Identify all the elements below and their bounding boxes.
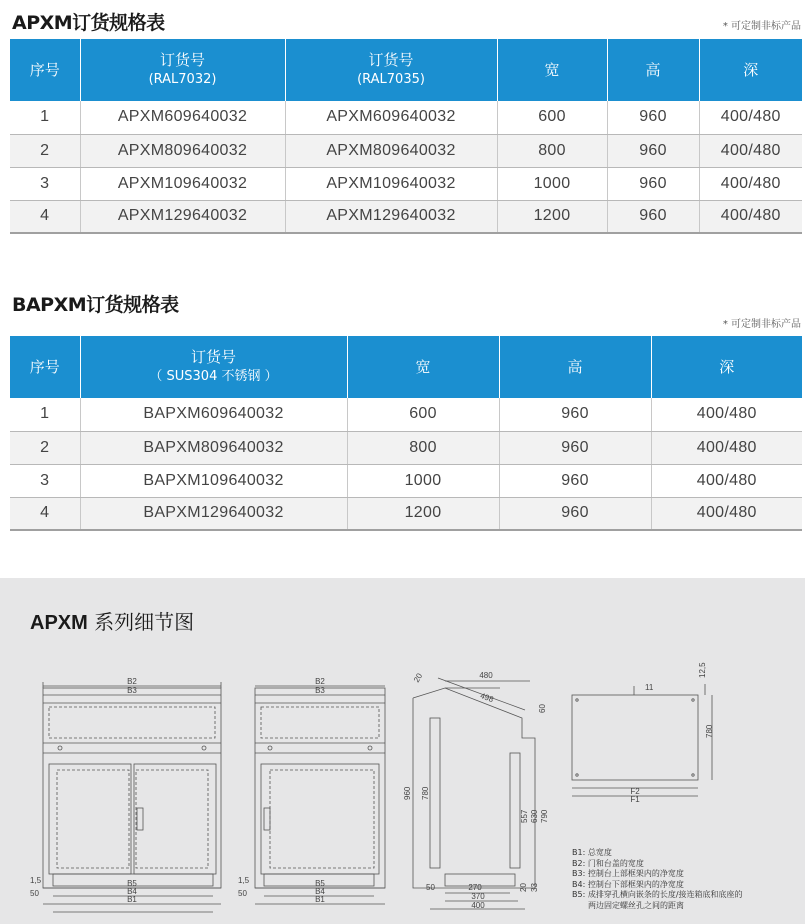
svg-text:960: 960 — [403, 786, 412, 800]
cell-order-no: BAPXM109640032 — [80, 464, 347, 497]
cell-width: 600 — [497, 101, 607, 134]
svg-text:498: 498 — [479, 691, 495, 705]
header-depth: 深 — [699, 39, 802, 101]
cell-order-no-7032: APXM129640032 — [80, 200, 285, 233]
svg-text:B2: B2 — [315, 677, 325, 686]
table2-title: BAPXM订货规格表 — [12, 294, 179, 316]
table1-title: APXM订货规格表 — [12, 12, 165, 34]
cell-width: 800 — [497, 134, 607, 167]
cell-height: 960 — [499, 431, 651, 464]
table2-note: * 可定制非标产品 — [722, 319, 801, 330]
svg-text:B3: B3 — [127, 686, 137, 695]
cell-width: 600 — [347, 398, 499, 431]
table-row — [10, 398, 802, 431]
svg-text:50: 50 — [30, 889, 39, 898]
svg-text:B5: B5 — [127, 879, 137, 888]
svg-text:1,5: 1,5 — [30, 876, 42, 885]
svg-text:33: 33 — [530, 883, 539, 892]
svg-text:50: 50 — [426, 883, 435, 892]
svg-text:B2: B2 — [127, 677, 137, 686]
cell-height: 960 — [607, 101, 699, 134]
cell-order-no-7032: APXM809640032 — [80, 134, 285, 167]
cell-height: 960 — [499, 497, 651, 530]
svg-text:12,5: 12,5 — [698, 662, 707, 678]
header-width: 宽 — [497, 39, 607, 101]
front-view-double-door — [43, 682, 221, 912]
apxm-spec-table — [10, 39, 802, 234]
cell-depth: 400/480 — [699, 200, 802, 233]
header-height: 高 — [499, 336, 651, 398]
legend-item: B1: 总宽度 — [572, 848, 612, 857]
svg-text:B3: B3 — [315, 686, 325, 695]
table-row — [10, 464, 802, 497]
cell-depth: 400/480 — [699, 134, 802, 167]
table-row — [10, 200, 802, 233]
svg-text:480: 480 — [479, 671, 493, 680]
bapxm-spec-table — [10, 336, 802, 531]
cell-index: 1 — [10, 101, 80, 134]
cell-height: 960 — [499, 464, 651, 497]
table-header-row — [10, 39, 802, 101]
cell-index: 4 — [10, 497, 80, 530]
detail-drawings-panel — [0, 578, 805, 924]
svg-text:630: 630 — [530, 809, 539, 823]
cell-order-no: BAPXM609640032 — [80, 398, 347, 431]
legend-item: B4: 控制台下部框架内的净宽度 — [572, 879, 684, 889]
svg-text:B4: B4 — [315, 887, 325, 896]
cutout-plan — [572, 684, 712, 796]
cell-width: 1000 — [347, 464, 499, 497]
svg-text:270: 270 — [468, 883, 482, 892]
svg-text:780: 780 — [421, 786, 430, 800]
table-row — [10, 431, 802, 464]
cell-order-no-7035: APXM109640032 — [285, 167, 497, 200]
header-order-no-sus304: 订货号 （ SUS304 不锈钢 ） — [80, 336, 347, 398]
svg-text:557: 557 — [520, 809, 529, 823]
cell-width: 1200 — [497, 200, 607, 233]
svg-text:B1: B1 — [127, 895, 137, 904]
cell-order-no: BAPXM129640032 — [80, 497, 347, 530]
legend-item: B2: 门和台盖的宽度 — [572, 858, 644, 868]
svg-text:11: 11 — [645, 683, 654, 692]
svg-text:B5: B5 — [315, 879, 325, 888]
cell-depth: 400/480 — [651, 398, 802, 431]
table-row — [10, 167, 802, 200]
header-order-no-7035: 订货号 (RAL7035) — [285, 39, 497, 101]
header-depth: 深 — [651, 336, 802, 398]
cell-index: 4 — [10, 200, 80, 233]
header-height: 高 — [607, 39, 699, 101]
table-row — [10, 497, 802, 530]
cell-index: 3 — [10, 464, 80, 497]
cell-index: 2 — [10, 134, 80, 167]
header-width: 宽 — [347, 336, 499, 398]
cell-order-no-7035: APXM129640032 — [285, 200, 497, 233]
cell-depth: 400/480 — [651, 497, 802, 530]
front-view-single-door — [255, 686, 385, 904]
svg-text:F2: F2 — [630, 787, 640, 796]
cell-index: 1 — [10, 398, 80, 431]
svg-text:B4: B4 — [127, 887, 137, 896]
svg-text:370: 370 — [471, 892, 485, 901]
detail-title: APXM 系列细节图 — [30, 610, 195, 634]
dimension-legend — [572, 848, 743, 911]
cell-order-no-7032: APXM109640032 — [80, 167, 285, 200]
front-view-single-door-labels — [238, 677, 325, 904]
svg-text:790: 790 — [540, 809, 549, 823]
legend-item: B5: 成排穿孔横向嵌条的长度/接连箱底和底座的 — [572, 890, 743, 899]
svg-text:B1: B1 — [315, 895, 325, 904]
cell-depth: 400/480 — [651, 431, 802, 464]
legend-item: 两边固定螺丝孔之间的距离 — [588, 900, 684, 910]
cell-height: 960 — [607, 200, 699, 233]
cell-width: 800 — [347, 431, 499, 464]
table-header-row — [10, 336, 802, 398]
cell-order-no: BAPXM809640032 — [80, 431, 347, 464]
side-view — [413, 678, 535, 909]
cell-width: 1000 — [497, 167, 607, 200]
cell-index: 2 — [10, 431, 80, 464]
svg-text:F1: F1 — [630, 795, 640, 804]
table-row — [10, 101, 802, 134]
svg-text:1,5: 1,5 — [238, 876, 250, 885]
cell-height: 960 — [499, 398, 651, 431]
cell-index: 3 — [10, 167, 80, 200]
table1-note: * 可定制非标产品 — [722, 21, 801, 32]
header-index: 序号 — [10, 39, 80, 101]
cutout-plan-labels — [630, 662, 714, 804]
cell-order-no-7035: APXM609640032 — [285, 101, 497, 134]
svg-text:60: 60 — [538, 704, 547, 713]
cell-width: 1200 — [347, 497, 499, 530]
cell-order-no-7032: APXM609640032 — [80, 101, 285, 134]
cell-height: 960 — [607, 167, 699, 200]
svg-text:20: 20 — [411, 671, 425, 684]
svg-text:780: 780 — [705, 724, 714, 738]
cell-depth: 400/480 — [699, 167, 802, 200]
legend-item: B3: 控制台上部框架内的净宽度 — [572, 869, 684, 878]
svg-text:400: 400 — [471, 901, 485, 910]
header-order-no-7032: 订货号 (RAL7032) — [80, 39, 285, 101]
table-row — [10, 134, 802, 167]
front-view-double-door-labels — [30, 677, 137, 904]
header-index: 序号 — [10, 336, 80, 398]
cell-depth: 400/480 — [651, 464, 802, 497]
cell-depth: 400/480 — [699, 101, 802, 134]
cell-height: 960 — [607, 134, 699, 167]
svg-text:50: 50 — [238, 889, 247, 898]
svg-text:20: 20 — [519, 883, 528, 892]
cell-order-no-7035: APXM809640032 — [285, 134, 497, 167]
